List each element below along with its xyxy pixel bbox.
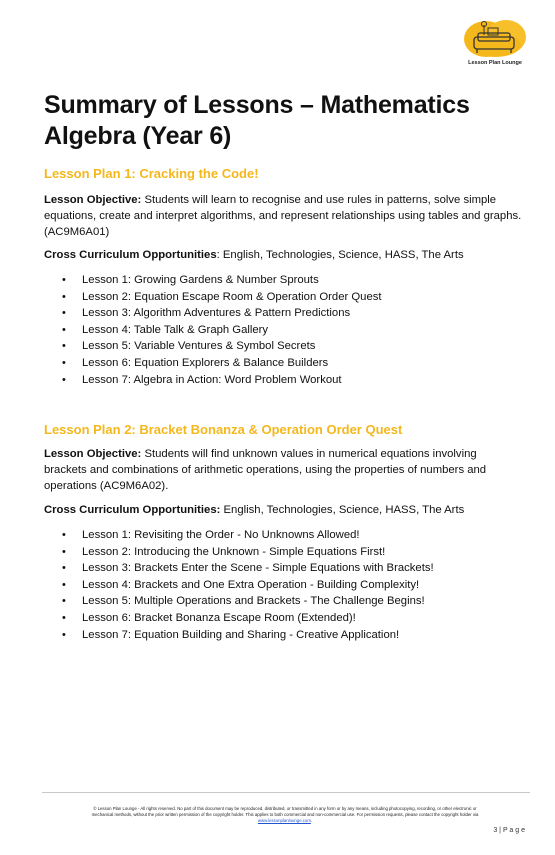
plan-2-cross-label: Cross Curriculum Opportunities: — [44, 504, 221, 516]
plan-2-objective-label: Lesson Objective: — [44, 448, 142, 460]
plan-1-objective-text: Students will learn to recognise and use rules in patterns, solve simple equations, create and interpret algorithms, and represent relationships using tables and graphs. (AC9M6A01) — [44, 194, 522, 238]
list-item: • Lesson 5: Variable Ventures & Symbol Secrets — [44, 338, 382, 355]
list-item: • Lesson 3: Algorithm Adventures & Pattern Predictions — [44, 305, 382, 322]
page-number — [493, 827, 525, 834]
list-item: • Lesson 6: Bracket Bonanza Escape Room (Extended)! — [44, 610, 434, 627]
plan-1-heading: Lesson Plan 1: Cracking the Code! — [44, 166, 259, 181]
list-item: • Lesson 1: Growing Gardens & Number Sprouts — [44, 272, 382, 289]
logo-text: Lesson Plan Lounge — [468, 60, 522, 66]
page-title — [44, 90, 524, 152]
list-item: • Lesson 1: Revisiting the Order - No Unknowns Allowed! — [44, 527, 434, 544]
plan-1-objective — [44, 192, 522, 240]
list-item: • Lesson 2: Equation Escape Room & Operation Order Quest — [44, 289, 382, 306]
plan-2-lesson-list — [44, 527, 434, 643]
footer-line-3 — [44, 818, 526, 824]
footer-divider — [42, 792, 530, 793]
list-item: • Lesson 7: Algebra in Action: Word Problem Workout — [44, 372, 382, 389]
list-item: • Lesson 5: Multiple Operations and Brackets - The Challenge Begins! — [44, 593, 434, 610]
list-item: • Lesson 7: Equation Building and Sharing - Creative Application! — [44, 627, 434, 644]
plan-2-objective-text: Students will find unknown values in numerical equations involving brackets and combinations of arithmetic operations, using the properties of numbers and operations (AC9M6A02). — [44, 448, 487, 492]
footer-line-1: © Lesson Plan Lounge - All rights reserved. No part of this document may be reproduced, distributed, or transmitted in any form or by any means, including photocopying, recording, or other electronic or — [93, 806, 477, 811]
page-label: P a g e — [502, 827, 525, 834]
list-item: • Lesson 3: Brackets Enter the Scene - Simple Equations with Brackets! — [44, 560, 434, 577]
website-link[interactable]: www.lessonplanlounge.com — [257, 818, 311, 823]
list-item: • Lesson 4: Table Talk & Graph Gallery — [44, 322, 382, 339]
page-separator: | — [497, 827, 503, 834]
plan-1-cross-text: : English, Technologies, Science, HASS, The Arts — [216, 249, 464, 261]
plan-2-heading: Lesson Plan 2: Bracket Bonanza & Operation Order Quest — [44, 422, 403, 437]
plan-1-cross-label: Cross Curriculum Opportunities — [44, 249, 217, 261]
plan-2-objective — [44, 446, 522, 494]
title-line-1: Summary of Lessons – Mathematics — [44, 91, 470, 119]
plan-2-cross-text: English, Technologies, Science, HASS, The Arts — [220, 504, 465, 516]
plan-1-objective-label: Lesson Objective: — [44, 194, 142, 206]
footer-line-2: mechanical methods, without the prior written permission of the copyright holder. This applies to both commercial and non-commercial use. For permission requests, please contact the copyright holder via — [91, 812, 479, 817]
page-number-value: 3 — [493, 827, 498, 834]
plan-1-lesson-list — [44, 272, 382, 388]
copyright-footer — [44, 806, 526, 824]
plan-2-cross-curriculum — [44, 502, 522, 518]
footer-link-suffix: . — [310, 818, 313, 823]
list-item: • Lesson 2: Introducing the Unknown - Simple Equations First! — [44, 544, 434, 561]
list-item: • Lesson 6: Equation Explorers & Balance Builders — [44, 355, 382, 372]
title-line-2: Algebra (Year 6) — [44, 122, 232, 150]
plan-1-cross-curriculum — [44, 247, 522, 263]
list-item: • Lesson 4: Brackets and One Extra Operation - Building Complexity! — [44, 577, 434, 594]
